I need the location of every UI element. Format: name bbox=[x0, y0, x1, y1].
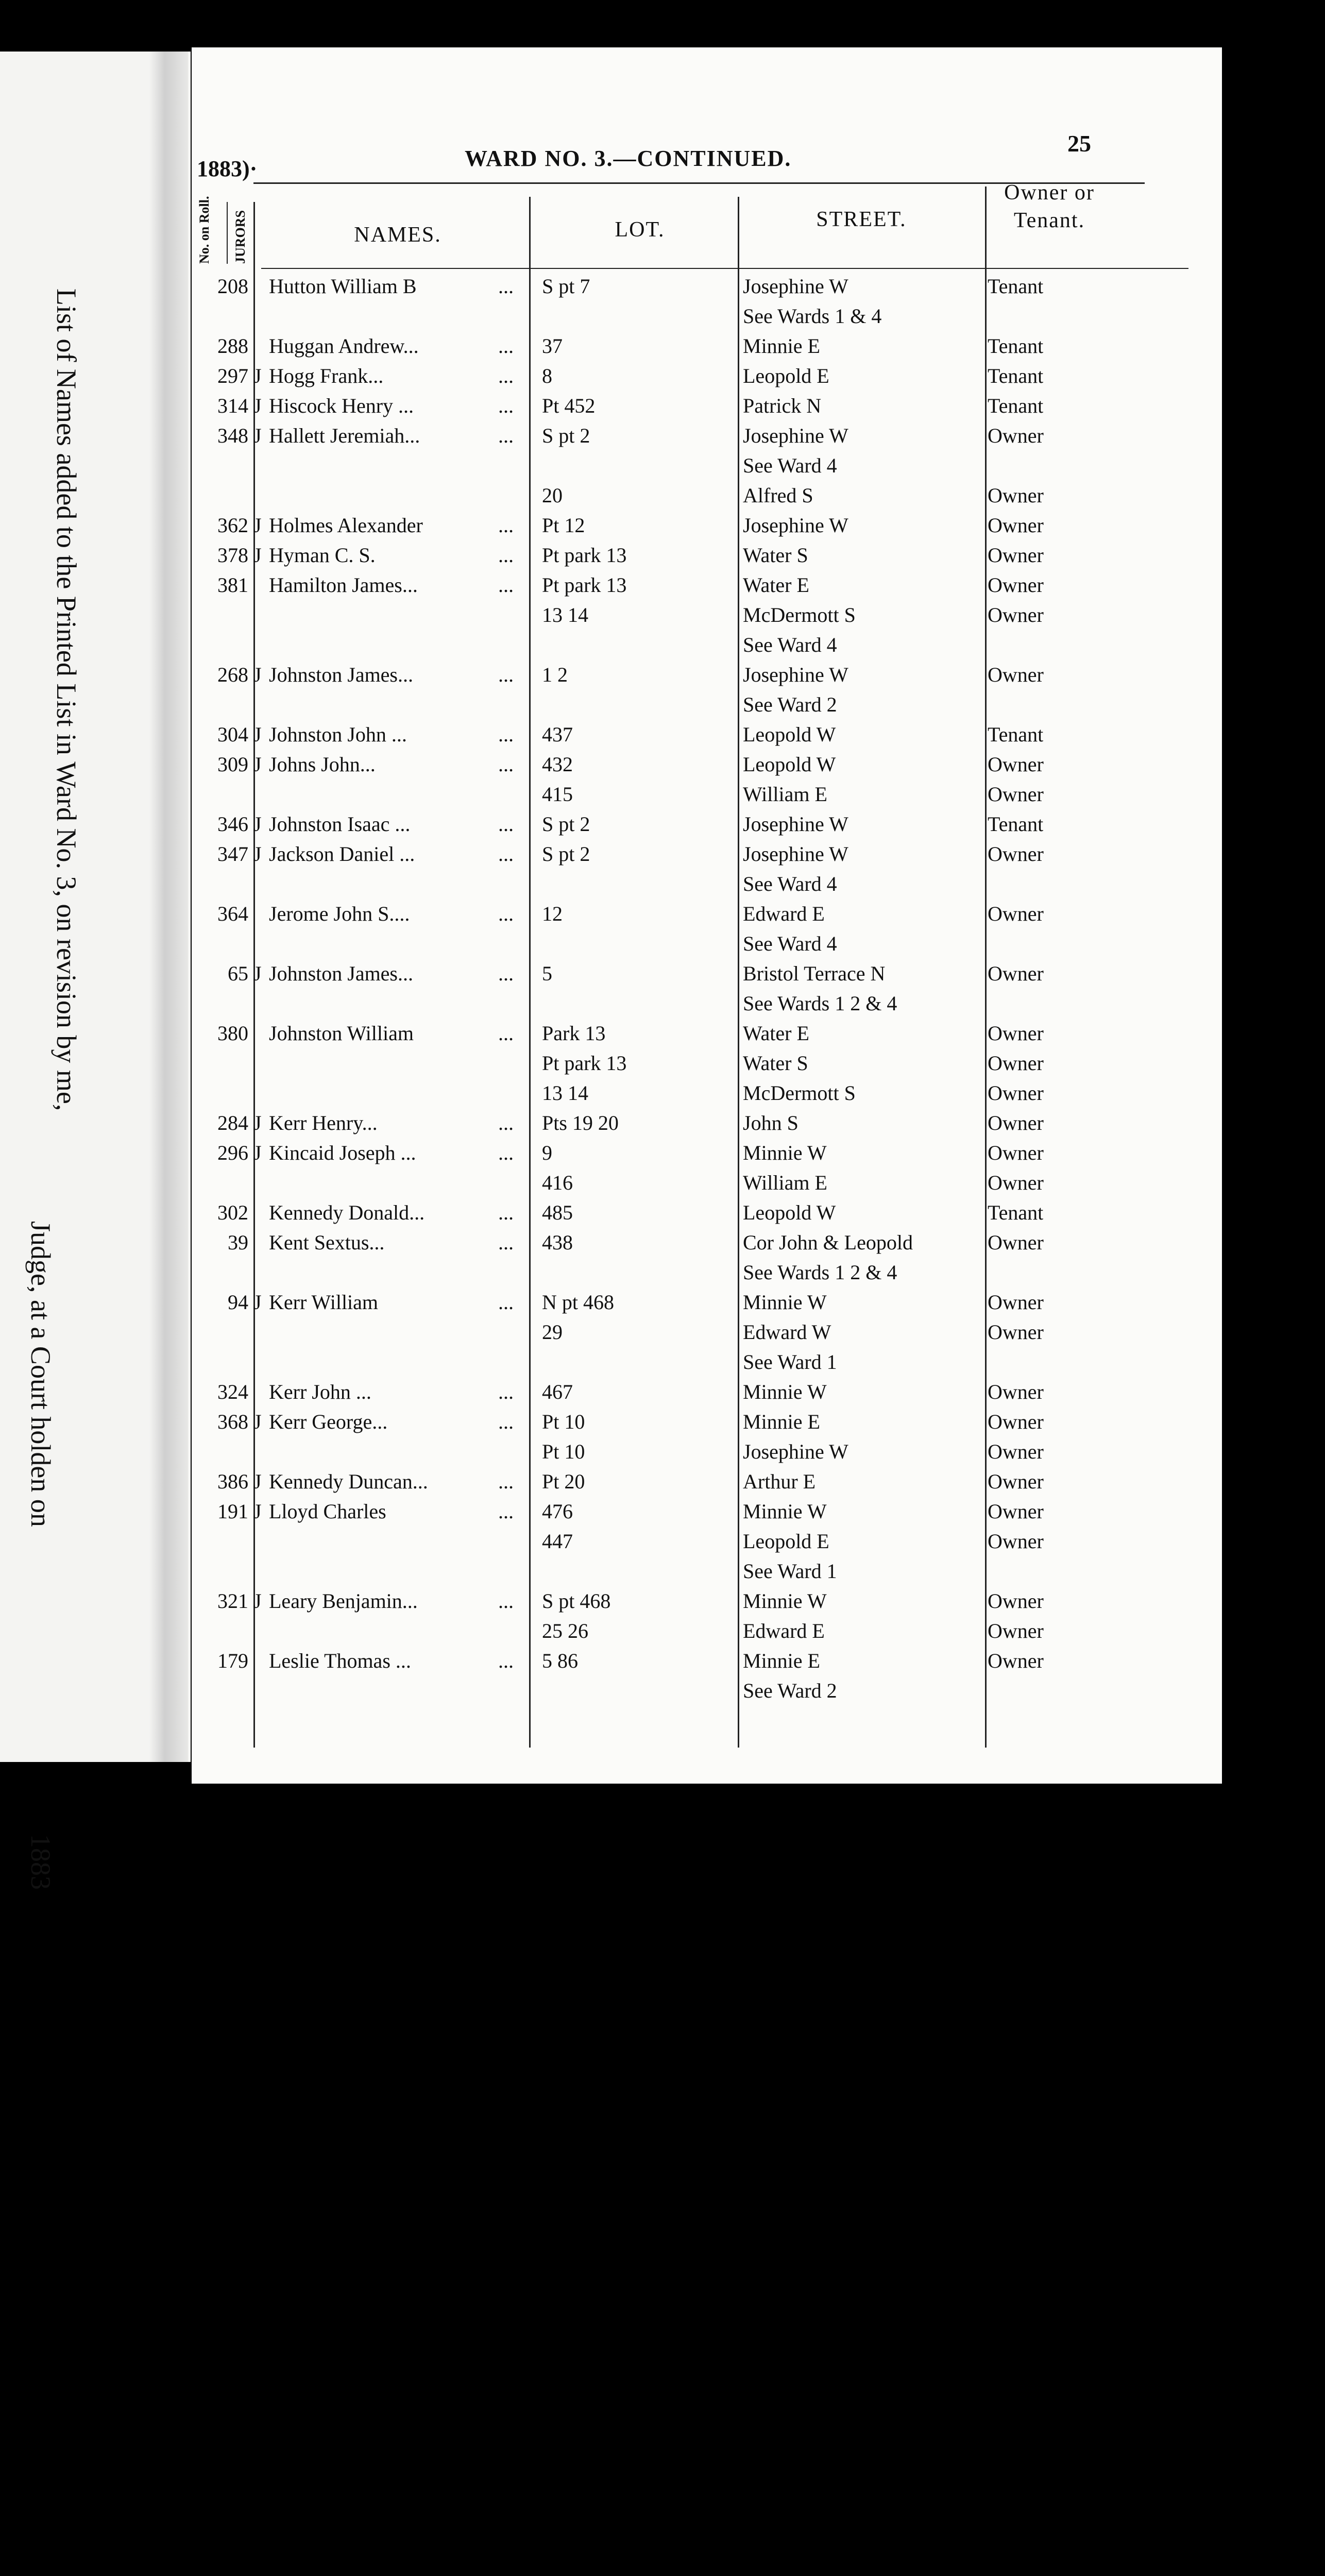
tenure-value: Owner bbox=[988, 1619, 1044, 1642]
table-row bbox=[192, 1469, 1222, 1498]
table-row bbox=[192, 1081, 1222, 1109]
street-value: Josephine W bbox=[743, 663, 848, 686]
voter-name: Hyman C. S. bbox=[269, 544, 376, 567]
leader-dots: ... bbox=[498, 424, 514, 447]
tenure-value: Owner bbox=[988, 1530, 1044, 1553]
tenure-value: Owner bbox=[988, 1171, 1044, 1194]
leader-dots: ... bbox=[498, 962, 514, 985]
lot-value: N pt 468 bbox=[542, 1291, 614, 1314]
street-value: See Wards 1 & 4 bbox=[743, 304, 882, 328]
roll-number: 381 bbox=[217, 573, 248, 597]
table-row bbox=[192, 1200, 1222, 1229]
voter-name: Hamilton James... bbox=[269, 573, 418, 597]
tenure-value: Owner bbox=[988, 1291, 1044, 1314]
voter-name: Leary Benjamin... bbox=[269, 1589, 418, 1613]
street-value: Minnie W bbox=[743, 1500, 827, 1523]
roll-number: 65 bbox=[228, 962, 248, 985]
table-row bbox=[192, 483, 1222, 512]
lot-value: Pt 10 bbox=[542, 1410, 585, 1433]
street-value: Patrick N bbox=[743, 394, 822, 417]
register-page bbox=[192, 47, 1222, 1784]
street-value: Minnie W bbox=[743, 1380, 827, 1403]
lot-value: Pt 12 bbox=[542, 514, 585, 537]
table-row bbox=[192, 364, 1222, 392]
col-head-street: STREET. bbox=[816, 208, 907, 231]
table-row bbox=[192, 603, 1222, 631]
lot-value: S pt 2 bbox=[542, 424, 590, 447]
juror-mark: J bbox=[253, 812, 262, 836]
leader-dots: ... bbox=[498, 573, 514, 597]
tenure-value: Tenant bbox=[988, 723, 1044, 746]
table-row bbox=[192, 1380, 1222, 1408]
voter-name: Kerr George... bbox=[269, 1410, 388, 1433]
tenure-value: Tenant bbox=[988, 812, 1044, 836]
table-row bbox=[192, 394, 1222, 422]
lot-value: 20 bbox=[542, 484, 563, 507]
lot-value: 447 bbox=[542, 1530, 573, 1553]
voter-name: Kerr Henry... bbox=[269, 1111, 378, 1134]
table-row bbox=[192, 1410, 1222, 1438]
leader-dots: ... bbox=[498, 753, 514, 776]
table-row bbox=[192, 782, 1222, 810]
leader-dots: ... bbox=[498, 1231, 514, 1254]
street-value: Minnie W bbox=[743, 1589, 827, 1613]
lot-value: 476 bbox=[542, 1500, 573, 1523]
juror-mark: J bbox=[253, 1410, 262, 1433]
table-row bbox=[192, 334, 1222, 362]
voter-name: Hiscock Henry ... bbox=[269, 394, 414, 417]
juror-mark: J bbox=[253, 753, 262, 776]
voter-name: Johnston James... bbox=[269, 663, 413, 686]
tenure-value: Owner bbox=[988, 1500, 1044, 1523]
juror-mark: J bbox=[253, 1589, 262, 1613]
roll-number: 288 bbox=[217, 334, 248, 358]
page-title: WARD NO. 3.—CONTINUED. bbox=[465, 146, 792, 171]
street-value: See Ward 4 bbox=[743, 932, 837, 955]
tenure-value: Owner bbox=[988, 902, 1044, 925]
leader-dots: ... bbox=[498, 1141, 514, 1164]
roll-number: 362 bbox=[217, 514, 248, 537]
col-head-owner: Owner or Tenant. bbox=[1004, 181, 1095, 232]
table-row bbox=[192, 902, 1222, 930]
voter-name: Johnston John ... bbox=[269, 723, 407, 746]
roll-number: 304 bbox=[217, 723, 248, 746]
street-value: Josephine W bbox=[743, 812, 848, 836]
tenure-value: Tenant bbox=[988, 334, 1044, 358]
voter-name: Johns John... bbox=[269, 753, 376, 776]
table-row bbox=[192, 812, 1222, 840]
street-value: McDermott S bbox=[743, 603, 856, 626]
tenure-value: Owner bbox=[988, 1081, 1044, 1105]
street-value: Water S bbox=[743, 544, 808, 567]
voter-name: Lloyd Charles bbox=[269, 1500, 386, 1523]
leader-dots: ... bbox=[498, 1410, 514, 1433]
roll-number: 268 bbox=[217, 663, 248, 686]
roll-number: 284 bbox=[217, 1111, 248, 1134]
street-value: Leopold W bbox=[743, 753, 836, 776]
tenure-value: Owner bbox=[988, 1320, 1044, 1344]
street-value: McDermott S bbox=[743, 1081, 856, 1105]
table-row bbox=[192, 1171, 1222, 1199]
col-head-no: No. on Roll. bbox=[197, 196, 212, 264]
lot-value: S pt 2 bbox=[542, 812, 590, 836]
tenure-value: Owner bbox=[988, 1052, 1044, 1075]
leader-dots: ... bbox=[498, 812, 514, 836]
table-row bbox=[192, 304, 1222, 332]
voter-name: Kent Sextus... bbox=[269, 1231, 385, 1254]
street-value: See Ward 1 bbox=[743, 1560, 837, 1583]
lot-value: 5 bbox=[542, 962, 552, 985]
tenure-value: Owner bbox=[988, 1470, 1044, 1493]
tenure-value: Tenant bbox=[988, 364, 1044, 387]
juror-mark: J bbox=[253, 962, 262, 985]
street-value: Edward W bbox=[743, 1320, 831, 1344]
street-value: Bristol Terrace N bbox=[743, 962, 886, 985]
street-value: See Ward 4 bbox=[743, 872, 837, 895]
page-number: 25 bbox=[1067, 130, 1091, 157]
roll-number: 324 bbox=[217, 1380, 248, 1403]
tenure-value: Owner bbox=[988, 1022, 1044, 1045]
street-value: Leopold W bbox=[743, 1201, 836, 1224]
tenure-value: Owner bbox=[988, 842, 1044, 866]
tenure-value: Owner bbox=[988, 514, 1044, 537]
lot-value: Pt park 13 bbox=[542, 1052, 627, 1075]
street-value: Water S bbox=[743, 1052, 808, 1075]
lot-value: S pt 468 bbox=[542, 1589, 611, 1613]
lot-value: Pts 19 20 bbox=[542, 1111, 619, 1134]
lot-value: Pt park 13 bbox=[542, 544, 627, 567]
lot-value: 25 26 bbox=[542, 1619, 588, 1642]
voter-name: Johnston William bbox=[269, 1022, 414, 1045]
lot-value: 13 14 bbox=[542, 603, 588, 626]
roll-number: 321 bbox=[217, 1589, 248, 1613]
roll-number: 39 bbox=[228, 1231, 248, 1254]
street-value: Leopold E bbox=[743, 1530, 829, 1553]
street-value: See Ward 2 bbox=[743, 693, 837, 716]
juror-mark: J bbox=[253, 1141, 262, 1164]
table-row bbox=[192, 961, 1222, 990]
table-row bbox=[192, 1649, 1222, 1677]
lot-value: 12 bbox=[542, 902, 563, 925]
voter-name: Johnston James... bbox=[269, 962, 413, 985]
side-note-line-2: Judge, at a Court holden on bbox=[25, 1221, 56, 1527]
juror-mark: J bbox=[253, 1291, 262, 1314]
table-row bbox=[192, 513, 1222, 541]
table-row bbox=[192, 633, 1222, 661]
tenure-value: Owner bbox=[988, 1410, 1044, 1433]
voter-name: Jackson Daniel ... bbox=[269, 842, 415, 866]
roll-number: 302 bbox=[217, 1201, 248, 1224]
table-row bbox=[192, 1141, 1222, 1169]
header-rule-lower bbox=[261, 268, 1188, 269]
street-value: Josephine W bbox=[743, 1440, 848, 1463]
leader-dots: ... bbox=[498, 723, 514, 746]
voter-name: Kincaid Joseph ... bbox=[269, 1141, 416, 1164]
lot-value: Pt park 13 bbox=[542, 573, 627, 597]
book-gutter bbox=[149, 52, 188, 1762]
street-value: Minnie W bbox=[743, 1141, 827, 1164]
leader-dots: ... bbox=[498, 275, 514, 298]
table-row bbox=[192, 543, 1222, 571]
street-value: Arthur E bbox=[743, 1470, 816, 1493]
lot-value: Park 13 bbox=[542, 1022, 606, 1045]
lot-value: 438 bbox=[542, 1231, 573, 1254]
table-row bbox=[192, 663, 1222, 691]
table-row bbox=[192, 1439, 1222, 1468]
lot-value: Pt 20 bbox=[542, 1470, 585, 1493]
voter-name: Hallett Jeremiah... bbox=[269, 424, 420, 447]
tenure-value: Owner bbox=[988, 573, 1044, 597]
table-row bbox=[192, 1111, 1222, 1139]
voter-name: Leslie Thomas ... bbox=[269, 1649, 411, 1672]
street-value: See Ward 1 bbox=[743, 1350, 837, 1374]
juror-mark: J bbox=[253, 394, 262, 417]
lot-value: 37 bbox=[542, 334, 563, 358]
street-value: See Wards 1 2 & 4 bbox=[743, 992, 897, 1015]
street-value: See Ward 4 bbox=[743, 454, 837, 477]
juror-mark: J bbox=[253, 364, 262, 387]
tenure-value: Tenant bbox=[988, 394, 1044, 417]
table-row bbox=[192, 991, 1222, 1020]
table-row bbox=[192, 1619, 1222, 1647]
leader-dots: ... bbox=[498, 334, 514, 358]
lot-value: 432 bbox=[542, 753, 573, 776]
juror-mark: J bbox=[253, 544, 262, 567]
tenure-value: Owner bbox=[988, 1649, 1044, 1672]
juror-mark: J bbox=[253, 842, 262, 866]
tenure-value: Owner bbox=[988, 1141, 1044, 1164]
tenure-value: Tenant bbox=[988, 275, 1044, 298]
tenure-value: Tenant bbox=[988, 1201, 1044, 1224]
leader-dots: ... bbox=[498, 842, 514, 866]
table-row bbox=[192, 1230, 1222, 1259]
table-row bbox=[192, 752, 1222, 781]
juror-mark: J bbox=[253, 1111, 262, 1134]
leader-dots: ... bbox=[498, 1470, 514, 1493]
voter-name: Hutton William B bbox=[269, 275, 417, 298]
table-row bbox=[192, 1499, 1222, 1528]
table-row bbox=[192, 1290, 1222, 1318]
table-row bbox=[192, 1679, 1222, 1707]
street-value: Alfred S bbox=[743, 484, 813, 507]
roll-number: 347 bbox=[217, 842, 248, 866]
tenure-value: Owner bbox=[988, 544, 1044, 567]
juror-mark: J bbox=[253, 1500, 262, 1523]
table-row bbox=[192, 872, 1222, 900]
roll-number: 380 bbox=[217, 1022, 248, 1045]
tenure-value: Owner bbox=[988, 1111, 1044, 1134]
street-value: Cor John & Leopold bbox=[743, 1231, 913, 1254]
juror-mark: J bbox=[253, 1470, 262, 1493]
street-value: See Ward 4 bbox=[743, 633, 837, 656]
voter-name: Kennedy Duncan... bbox=[269, 1470, 428, 1493]
table-row bbox=[192, 931, 1222, 960]
leader-dots: ... bbox=[498, 514, 514, 537]
roll-number: 309 bbox=[217, 753, 248, 776]
roll-number: 364 bbox=[217, 902, 248, 925]
table-row bbox=[192, 1260, 1222, 1289]
lot-value: S pt 2 bbox=[542, 842, 590, 866]
table-row bbox=[192, 842, 1222, 870]
table-row bbox=[192, 1350, 1222, 1378]
street-value: Water E bbox=[743, 573, 809, 597]
side-note-year: 1883 bbox=[25, 1834, 56, 1890]
voter-name: Jerome John S.... bbox=[269, 902, 410, 925]
table-row bbox=[192, 722, 1222, 751]
tenure-value: Owner bbox=[988, 783, 1044, 806]
lot-value: 415 bbox=[542, 783, 573, 806]
leader-dots: ... bbox=[498, 1022, 514, 1045]
leader-dots: ... bbox=[498, 663, 514, 686]
lot-value: 13 14 bbox=[542, 1081, 588, 1105]
street-value: See Wards 1 2 & 4 bbox=[743, 1261, 897, 1284]
tenure-value: Owner bbox=[988, 484, 1044, 507]
street-value: Leopold E bbox=[743, 364, 829, 387]
roll-number: 348 bbox=[217, 424, 248, 447]
tenure-value: Owner bbox=[988, 1380, 1044, 1403]
tenure-value: Owner bbox=[988, 1231, 1044, 1254]
lot-value: 485 bbox=[542, 1201, 573, 1224]
roll-number: 346 bbox=[217, 812, 248, 836]
street-value: William E bbox=[743, 1171, 827, 1194]
side-note-line-1: List of Names added to the Printed List in Ward No. 3, on revision by me, bbox=[51, 289, 82, 1111]
leader-dots: ... bbox=[498, 1500, 514, 1523]
col-head-names: NAMES. bbox=[354, 223, 441, 247]
street-value: John S bbox=[743, 1111, 799, 1134]
lot-value: 1 2 bbox=[542, 663, 568, 686]
leader-dots: ... bbox=[498, 1201, 514, 1224]
leader-dots: ... bbox=[498, 394, 514, 417]
col-head-lot: LOT. bbox=[615, 218, 665, 242]
juror-mark: J bbox=[253, 514, 262, 537]
lot-value: 5 86 bbox=[542, 1649, 578, 1672]
leader-dots: ... bbox=[498, 364, 514, 387]
juror-mark: J bbox=[253, 424, 262, 447]
street-value: Edward E bbox=[743, 1619, 825, 1642]
lot-value: 416 bbox=[542, 1171, 573, 1194]
street-value: Josephine W bbox=[743, 424, 848, 447]
street-value: William E bbox=[743, 783, 827, 806]
lot-value: 29 bbox=[542, 1320, 563, 1344]
street-value: Josephine W bbox=[743, 514, 848, 537]
voter-name: Huggan Andrew... bbox=[269, 334, 419, 358]
lot-value: 437 bbox=[542, 723, 573, 746]
col-head-jurors: JURORS bbox=[233, 210, 248, 264]
street-value: Minnie E bbox=[743, 1410, 820, 1433]
table-row bbox=[192, 692, 1222, 721]
table-row bbox=[192, 1529, 1222, 1557]
col-divider-no bbox=[227, 202, 228, 264]
table-row bbox=[192, 1021, 1222, 1049]
voter-name: Johnston Isaac ... bbox=[269, 812, 411, 836]
tenure-value: Owner bbox=[988, 1440, 1044, 1463]
leader-dots: ... bbox=[498, 1380, 514, 1403]
table-row bbox=[192, 1589, 1222, 1617]
roll-number: 386 bbox=[217, 1470, 248, 1493]
roll-number: 94 bbox=[228, 1291, 248, 1314]
table-row bbox=[192, 423, 1222, 452]
voter-name: Holmes Alexander bbox=[269, 514, 423, 537]
street-value: Minnie E bbox=[743, 334, 820, 358]
tenure-value: Owner bbox=[988, 753, 1044, 776]
street-value: Josephine W bbox=[743, 842, 848, 866]
lot-value: 8 bbox=[542, 364, 552, 387]
street-value: Leopold W bbox=[743, 723, 836, 746]
juror-mark: J bbox=[253, 723, 262, 746]
voter-name: Hogg Frank... bbox=[269, 364, 384, 387]
voter-name: Kennedy Donald... bbox=[269, 1201, 425, 1224]
leader-dots: ... bbox=[498, 1649, 514, 1672]
leader-dots: ... bbox=[498, 902, 514, 925]
voter-name: Kerr William bbox=[269, 1291, 379, 1314]
roll-number: 297 bbox=[217, 364, 248, 387]
table-row bbox=[192, 453, 1222, 482]
table-row bbox=[192, 1320, 1222, 1348]
lot-value: 467 bbox=[542, 1380, 573, 1403]
roll-number: 191 bbox=[217, 1500, 248, 1523]
roll-number: 208 bbox=[217, 275, 248, 298]
street-value: Josephine W bbox=[743, 275, 848, 298]
roll-number: 314 bbox=[217, 394, 248, 417]
table-row bbox=[192, 274, 1222, 302]
street-value: Minnie W bbox=[743, 1291, 827, 1314]
street-value: Minnie E bbox=[743, 1649, 820, 1672]
tenure-value: Owner bbox=[988, 603, 1044, 626]
lot-value: Pt 452 bbox=[542, 394, 596, 417]
roll-number: 296 bbox=[217, 1141, 248, 1164]
roll-number: 378 bbox=[217, 544, 248, 567]
leader-dots: ... bbox=[498, 1589, 514, 1613]
table-row bbox=[192, 573, 1222, 601]
tenure-value: Owner bbox=[988, 962, 1044, 985]
voter-name: Kerr John ... bbox=[269, 1380, 371, 1403]
leader-dots: ... bbox=[498, 1111, 514, 1134]
roll-number: 179 bbox=[217, 1649, 248, 1672]
street-value: See Ward 2 bbox=[743, 1679, 837, 1702]
juror-mark: J bbox=[253, 663, 262, 686]
header-year: 1883)· bbox=[197, 156, 258, 181]
lot-value: Pt 10 bbox=[542, 1440, 585, 1463]
leader-dots: ... bbox=[498, 1291, 514, 1314]
tenure-value: Owner bbox=[988, 663, 1044, 686]
table-row bbox=[192, 1559, 1222, 1587]
street-value: Edward E bbox=[743, 902, 825, 925]
table-row bbox=[192, 1051, 1222, 1079]
tenure-value: Owner bbox=[988, 1589, 1044, 1613]
street-value: Water E bbox=[743, 1022, 809, 1045]
roll-number: 368 bbox=[217, 1410, 248, 1433]
tenure-value: Owner bbox=[988, 424, 1044, 447]
leader-dots: ... bbox=[498, 544, 514, 567]
lot-value: S pt 7 bbox=[542, 275, 590, 298]
lot-value: 9 bbox=[542, 1141, 552, 1164]
